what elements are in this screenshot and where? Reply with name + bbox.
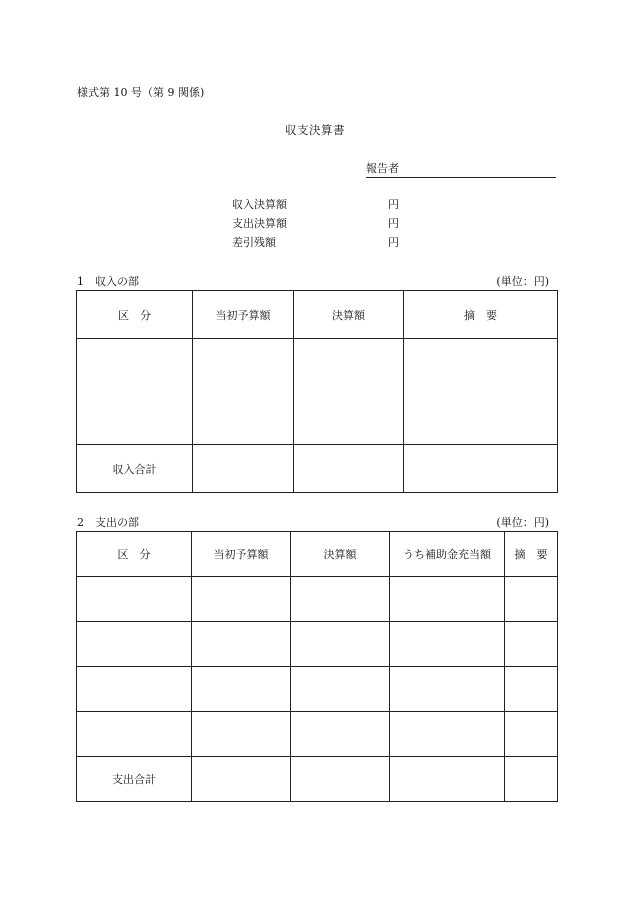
reporter-field[interactable] <box>366 160 556 178</box>
expense-cell[interactable] <box>192 712 291 757</box>
expense-cell[interactable] <box>77 577 192 622</box>
income-total-settlement[interactable] <box>294 445 404 493</box>
expense-col-initial-budget: 当初予算額 <box>192 532 291 577</box>
income-col-category: 区 分 <box>77 291 193 339</box>
summary-unit: 円 <box>388 198 399 211</box>
expense-total-row <box>77 757 558 802</box>
expense-cell[interactable] <box>77 622 192 667</box>
expense-cell[interactable] <box>77 712 192 757</box>
expense-unit-note: (単位：円) <box>496 516 549 529</box>
expense-entry-row <box>77 667 558 712</box>
income-section-title: 1 収入の部 <box>77 275 139 288</box>
income-cell-initial-budget[interactable] <box>193 339 294 445</box>
summary-label: 差引残額 <box>232 236 276 249</box>
income-entry-row <box>77 339 558 445</box>
expense-total-initial-budget[interactable] <box>192 757 291 802</box>
expense-col-remarks: 摘 要 <box>505 532 558 577</box>
expense-table <box>76 531 558 802</box>
expense-cell[interactable] <box>291 667 390 712</box>
expense-cell[interactable] <box>192 667 291 712</box>
expense-cell[interactable] <box>77 667 192 712</box>
income-cell-remarks[interactable] <box>404 339 558 445</box>
expense-section-title: 2 支出の部 <box>77 516 139 529</box>
expense-total-remarks[interactable] <box>505 757 558 802</box>
income-header-row <box>77 291 558 339</box>
expense-cell[interactable] <box>291 622 390 667</box>
expense-cell[interactable] <box>390 622 505 667</box>
expense-col-category: 区 分 <box>77 532 192 577</box>
expense-header-row <box>77 532 558 577</box>
expense-cell[interactable] <box>505 622 558 667</box>
expense-total-label: 支出合計 <box>77 757 192 802</box>
summary-unit: 円 <box>388 217 399 230</box>
expense-entry-row <box>77 577 558 622</box>
income-col-initial-budget: 当初予算額 <box>193 291 294 339</box>
document-title: 収支決算書 <box>285 123 345 137</box>
expense-cell[interactable] <box>505 712 558 757</box>
expense-col-subsidy-allocated: うち補助金充当額 <box>390 532 505 577</box>
expense-entry-row <box>77 622 558 667</box>
income-total-initial-budget[interactable] <box>193 445 294 493</box>
expense-cell[interactable] <box>505 667 558 712</box>
expense-cell[interactable] <box>291 712 390 757</box>
expense-entry-row <box>77 712 558 757</box>
income-unit-note: (単位：円) <box>496 275 549 288</box>
expense-cell[interactable] <box>505 577 558 622</box>
expense-total-settlement[interactable] <box>291 757 390 802</box>
expense-col-settlement: 決算額 <box>291 532 390 577</box>
expense-cell[interactable] <box>192 622 291 667</box>
income-total-row <box>77 445 558 493</box>
form-number: 様式第 10 号（第 9 関係) <box>77 86 205 99</box>
expense-cell[interactable] <box>390 577 505 622</box>
income-cell-category[interactable] <box>77 339 193 445</box>
summary-label: 収入決算額 <box>232 198 287 211</box>
income-total-label: 収入合計 <box>77 445 193 493</box>
expense-cell[interactable] <box>192 577 291 622</box>
income-cell-settlement[interactable] <box>294 339 404 445</box>
expense-cell[interactable] <box>390 667 505 712</box>
summary-unit: 円 <box>388 236 399 249</box>
income-total-remarks[interactable] <box>404 445 558 493</box>
reporter-label: 報告者 <box>366 162 399 175</box>
income-table <box>76 290 558 493</box>
expense-total-subsidy-allocated[interactable] <box>390 757 505 802</box>
expense-cell[interactable] <box>291 577 390 622</box>
income-col-settlement: 決算額 <box>294 291 404 339</box>
expense-cell[interactable] <box>390 712 505 757</box>
income-col-remarks: 摘 要 <box>404 291 558 339</box>
summary-label: 支出決算額 <box>232 217 287 230</box>
